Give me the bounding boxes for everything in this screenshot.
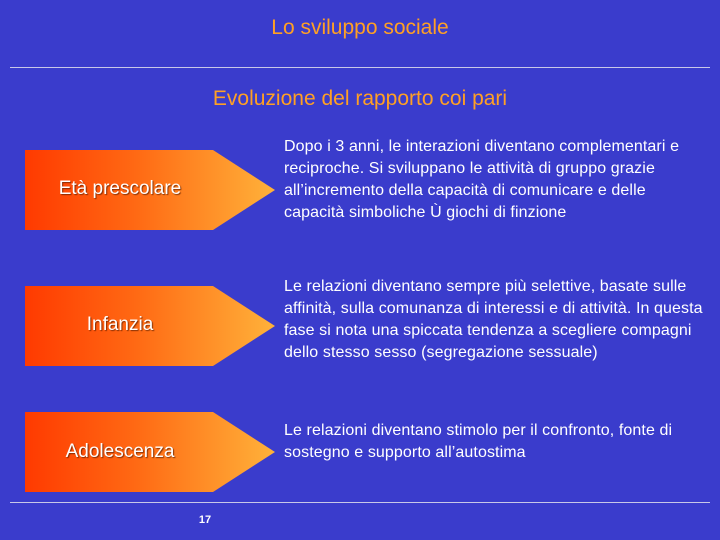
slide-title: Lo sviluppo sociale [271, 16, 449, 39]
stage-label-prescolare: Età prescolare [58, 178, 182, 199]
top-divider [10, 67, 710, 68]
page-number: 17 [198, 514, 212, 526]
stage-description-infanzia: Le relazioni diventano sempre più selettive, basate sulle affinità, sulla comunanza di interessi e di attività. In questa fase si nota una spiccata tendenza a scegliere compagni dello stesso sesso (segregazione sessuale) [284, 278, 703, 361]
stage-description-adolescenza: Le relazioni diventano stimolo per il confronto, fonte di sostegno e supporto all’autostima [284, 422, 673, 461]
stage-description-prescolare: Dopo i 3 anni, le interazioni diventano complementari e reciproche. Si sviluppano le attività di gruppo grazie all’incremento della capacità di comunicare e delle capacità simboliche Ù giochi di finzione [284, 138, 680, 221]
slide-subtitle: Evoluzione del rapporto coi pari [212, 87, 508, 110]
stage-label-infanzia: Infanzia [86, 314, 154, 335]
stage-label-adolescenza: Adolescenza [65, 441, 175, 462]
bottom-divider [10, 502, 710, 503]
